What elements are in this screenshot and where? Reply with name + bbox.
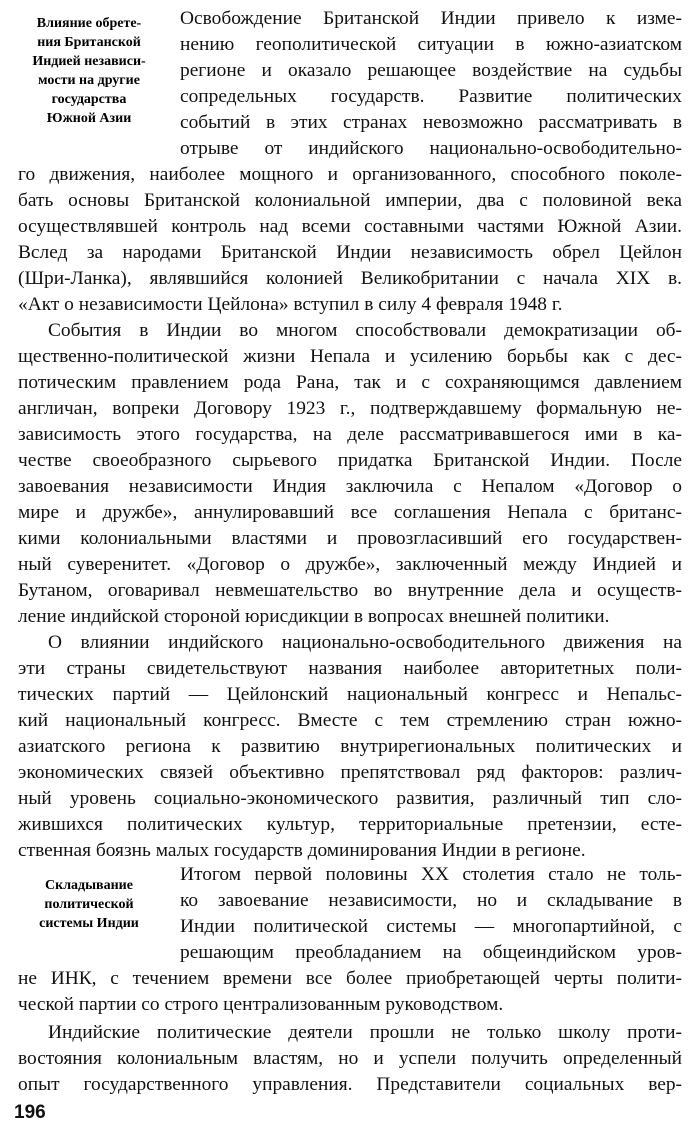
margin-heading-line: ния Британской (37, 35, 141, 50)
text-line: кий национальный конгресс. Вместе с тем стремлению стран южно- (18, 710, 682, 731)
text-line: ный уровень социально-экономического развития, различный тип сло- (18, 788, 682, 809)
text-line: опыт государственного управления. Представители социальных вер- (18, 1074, 682, 1095)
text-line: сопредельных государств. Развитие политических (180, 86, 682, 107)
text-line: потическим правлением рода Рана, так и с сохраняющимся давлением (18, 372, 682, 393)
margin-heading-line: Южной Азии (46, 111, 132, 126)
text-line: мире и дружбе», аннулировавший все соглашения Непала с британс- (18, 502, 682, 523)
text-line: События в Индии во многом способствовали демократизации об- (48, 320, 682, 341)
text-line: ление индийской стороной юрисдикции в вопросах внешней политики. (18, 606, 610, 627)
margin-heading-line: политической (44, 897, 134, 912)
text-line: отрыве от индийского национально-освободительно- (180, 138, 682, 159)
text-line: азиатского региона к развитию внутрирегиональных политических и (18, 736, 682, 757)
text-line: (Шри-Ланка), являвшийся колонией Великобритании с начала XIX в. (18, 268, 682, 289)
text-line: Бутаном, оговаривал невмешательство во внутренние дела и осуществ- (18, 580, 682, 601)
text-line: тических партий — Цейлонский национальный конгресс и Непальс- (18, 684, 682, 705)
margin-heading-line: государства (51, 92, 127, 107)
text-line: ко завоевание независимости, но и складывание в (180, 890, 682, 911)
text-line: жившихся политических культур, территориальные претензии, есте- (18, 814, 682, 835)
text-line: щественно-политической жизни Непала и усилению борьбы как с дес- (18, 346, 682, 367)
text-line: осуществлявшей контроль над всеми составными частями Южной Азии. (18, 216, 682, 237)
text-line: завоевания независимости Индия заключила с Непалом «Договор о (18, 476, 682, 497)
text-line: регионе и оказало решающее воздействие на судьбы (180, 60, 682, 81)
text-line: нению геополитической ситуации в южно-азиатском (180, 34, 682, 55)
text-line: го движения, наиболее мощного и организованного, способного поколе- (18, 164, 682, 185)
text-line: эти страны свидетельствуют названия наиболее авторитетных поли- (18, 658, 682, 679)
page-number: 196 (14, 1102, 46, 1123)
text-line: Индийские политические деятели прошли не только школу проти- (48, 1022, 682, 1043)
margin-heading-independence-influence (10, 14, 168, 128)
margin-heading-line: системы Индии (39, 916, 139, 931)
text-line: «Акт о независимости Цейлона» вступил в силу 4 февраля 1948 г. (18, 294, 563, 315)
text-line: честве своеобразного сырьевого придатка Британской Индии. После (18, 450, 682, 471)
text-line: решающим преобладанием на общеиндийском уров- (180, 942, 682, 963)
text-line: событий в этих странах невозможно рассматривать в (180, 112, 682, 133)
text-line: Освобождение Британской Индии привело к изме- (180, 8, 682, 29)
text-line: Итогом первой половины XX столетия стало не толь- (180, 864, 682, 885)
margin-heading-line: Индией независи- (32, 54, 146, 69)
text-line: Индии политической системы — многопартийной, с (180, 916, 682, 937)
text-line: ственная боязнь малых государств доминирования Индии в регионе. (18, 840, 586, 861)
text-line: Вслед за народами Британской Индии независимость обрел Цейлон (18, 242, 682, 263)
text-line: зависимость этого государства, на деле рассматривавшегося ими в ка- (18, 424, 682, 445)
text-line: кими колониальными властями и провозгласивший его государствен- (18, 528, 682, 549)
text-line: О влиянии индийского национально-освободительного движения на (48, 632, 682, 653)
text-line: экономических связей объективно препятствовал ряд факторов: различ- (18, 762, 682, 783)
text-line: ный суверенитет. «Договор о дружбе», заключенный между Индией и (18, 554, 682, 575)
text-line: бать основы Британской колониальной империи, два с половиной века (18, 190, 682, 211)
text-line: англичан, вопреки Договору 1923 г., подтверждавшему формальную не- (18, 398, 682, 419)
text-line: не ИНК, с течением времени все более приобретающей черты полити- (18, 968, 682, 989)
text-line: ческой партии со строго централизованным руководством. (18, 994, 504, 1015)
margin-heading-line: Влияние обрете- (36, 16, 142, 31)
text-line: востояния колониальным властям, но и успели получить определенный (18, 1048, 682, 1069)
margin-heading-line: мости на другие (38, 73, 140, 88)
margin-heading-line: Складывание (45, 878, 133, 893)
margin-heading-political-system (10, 876, 168, 933)
